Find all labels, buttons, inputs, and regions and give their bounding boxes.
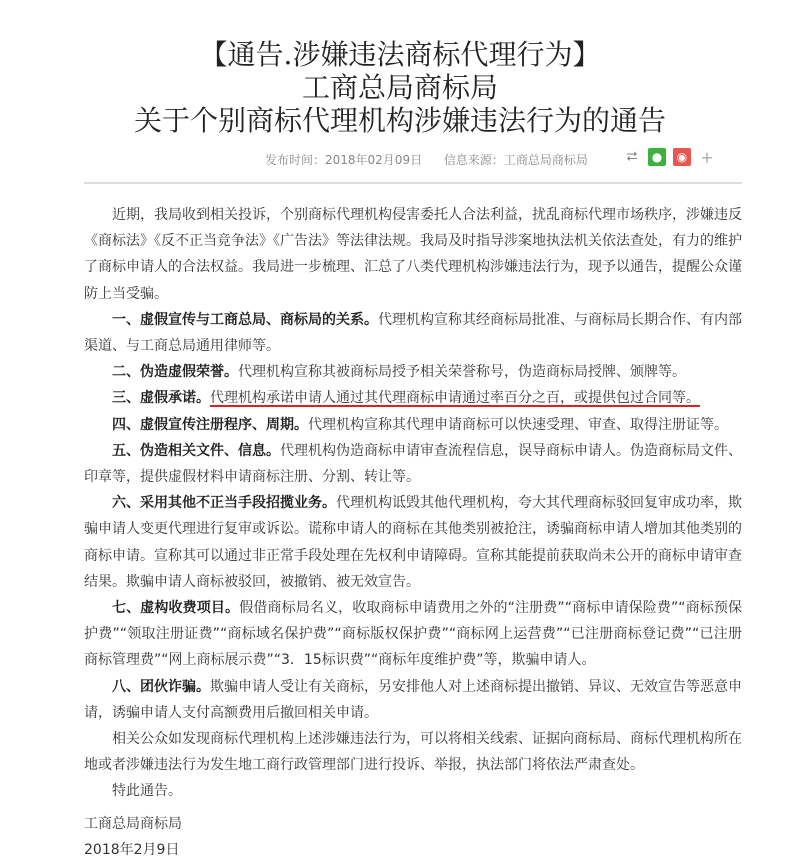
paragraph: [84, 726, 742, 778]
item-heading: 五、伪造相关文件、信息。: [112, 442, 280, 459]
share-bar: [623, 148, 716, 166]
paragraph: [84, 359, 742, 385]
signature-org: 工商总局商标局: [84, 815, 182, 832]
item-heading: 二、伪造虚假荣誉。: [112, 364, 238, 381]
publish-time: 发布时间：2018年02月09日: [265, 153, 423, 167]
paragraph: [84, 438, 742, 490]
paragraph: [84, 490, 742, 595]
paragraph-text: 代理机构宣称其代理申请商标可以快速受理、审查、取得注册证等。: [308, 416, 728, 433]
paragraph: [84, 778, 742, 804]
paragraph-text: 特此通告。: [112, 783, 182, 800]
paragraph: [84, 412, 742, 438]
wechat-icon[interactable]: ●: [648, 148, 666, 166]
paragraph-text: 代理机构宣称其被商标局授予相关荣誉称号，伪造商标局授牌、颁牌等。: [238, 364, 686, 381]
share-icon[interactable]: ⮂: [626, 149, 638, 165]
item-heading: 七、虚构收费项目。: [112, 600, 240, 617]
item-heading: 四、虚假宣传注册程序、周期。: [112, 416, 308, 433]
paragraph-text: 相关公众如发现商标代理机构上述涉嫌违法行为，可以将相关线索、证据向商标局、商标代理机构所在地或者涉嫌违法行为发生地工商行政管理部门进行投诉、举报，执法部门将依法严肃查处。: [84, 731, 742, 774]
item-heading: 三、虚假承诺。: [112, 390, 210, 407]
paragraph: [84, 595, 742, 674]
signature-date: 2018年2月9日: [84, 841, 180, 858]
paragraph: [84, 202, 742, 307]
article-body: [84, 202, 742, 863]
underlined-text: 代理机构承诺申请人通过其代理商标申请通过率百分之百，或提供包过合同等。: [210, 390, 700, 407]
plus-icon[interactable]: +: [700, 147, 714, 167]
item-heading: 六、采用其他不正当手段招揽业务。: [112, 495, 336, 512]
title-line-3: 关于个别商标代理机构涉嫌违法行为的通告: [133, 104, 666, 137]
title-line-1: 【通告.涉嫌违法商标代理行为】: [199, 38, 601, 71]
item-heading: 一、虚假宣传与工商总局、商标局的关系。: [112, 311, 378, 328]
paragraph: [84, 385, 742, 411]
article-meta: [0, 148, 800, 170]
weibo-icon[interactable]: ◉: [673, 148, 691, 166]
paragraph-text: 近期，我局收到相关投诉，个别商标代理机构侵害委托人合法利益，扰乱商标代理市场秩序，涉嫌违反《商标法》《反不正当竞争法》《广告法》等法律法规。我局及时指导涉案地执法机关依法查处，有力的维护了商标申请人的合法权益。我局进一步梳理、汇总了八类代理机构涉嫌违法行为，现予以通告，提醒公众谨防上当受骗。: [84, 207, 742, 302]
paragraph: [84, 674, 742, 726]
paragraph-text: 欺骗申请人受让有关商标，另安排他人对上述商标提出撤销、异议、无效宣告等恶意申请，诱骗申请人支付高额费用后撤回相关申请。: [84, 678, 742, 721]
item-heading: 八、团伙诈骗。: [112, 678, 210, 695]
info-source: 信息来源：工商总局商标局: [443, 153, 588, 167]
paragraph-text: 代理机构诋毁其他代理机构，夸大其代理商标驳回复审成功率，欺骗申请人变更代理进行复审或诉讼。谎称申请人的商标在其他类别被抢注，诱骗商标申请人增加其他类别的商标申请。宣称其可以通过非正常手段处理在先权利申请障碍。宣称其能提前获取尚未公开的商标申请审查结果。欺骗申请人商标被驳回，被撤销、被无效宣告。: [84, 495, 742, 590]
paragraph-text: 假借商标局名义，收取商标申请费用之外的“注册费”“商标申请保险费”“商标预保护费”“领取注册证费”“商标域名保护费”“商标版权保护费”“商标网上运营费”“已注册商标登记费”“已注册商标管理费”“网上商标展示费”“3．15标识费”“商标年度维护费”等，欺骗申请人。: [84, 600, 743, 669]
paragraph-text: 代理机构伪造商标申请审查流程信息，误导商标申请人。伪造商标局文件、印章等，提供虚假材料申请商标注册、分割、转让等。: [84, 442, 742, 486]
paragraph-text: 代理机构宣称其经商标局批准、与商标局长期合作、有内部渠道、与工商总局通用律师等。: [84, 311, 742, 355]
page-title: [0, 38, 800, 137]
divider: [84, 182, 742, 184]
paragraph: [84, 307, 742, 359]
title-line-2: 工商总局商标局: [301, 71, 498, 104]
